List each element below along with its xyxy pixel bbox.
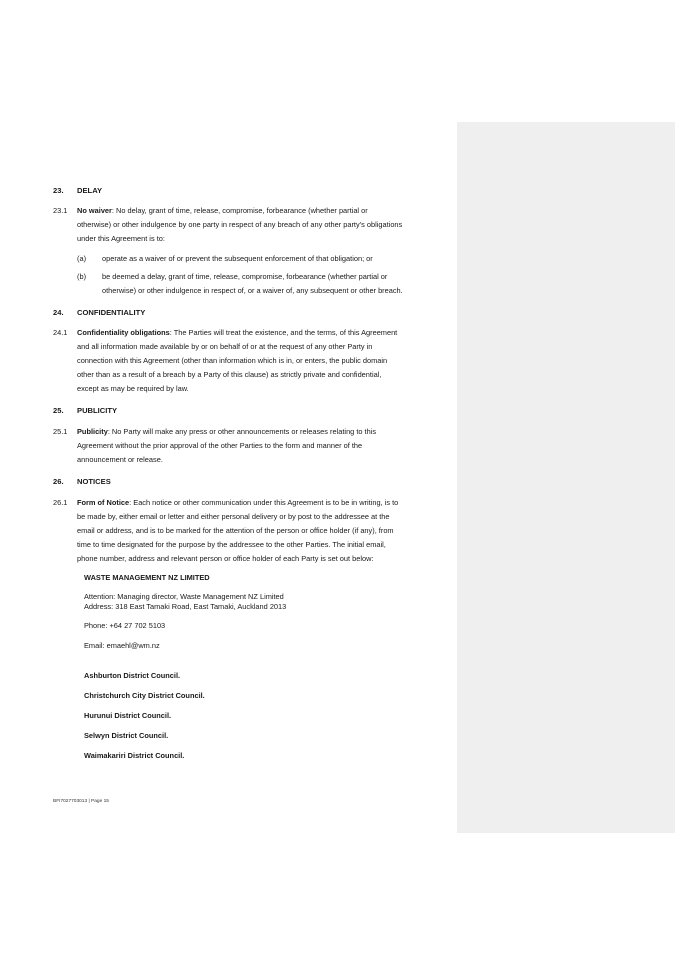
clause-25-1-line-1: Publicity: No Party will make any press or other announcements or releases relating to this [77,427,377,436]
council-name: Selwyn District Council. [84,731,169,740]
page-footer: BFI7027703013 | Page 15 [53,799,109,804]
clause-23-1-line-1: No waiver: No delay, grant of time, release, compromise, forbearance (whether partial or [77,206,368,215]
section-23-heading [53,186,103,195]
section-number: 24. [53,308,64,317]
clause-title: Confidentiality obligations [77,328,170,337]
party-attention: Attention: Managing director, Waste Management NZ Limited [84,592,284,601]
clause-23-1-line-3: under this Agreement is to: [77,234,165,243]
item-label: (b) [77,272,87,281]
section-24-heading [53,308,146,317]
item-b-line-1: be deemed a delay, grant of time, release, compromise, forbearance (whether partial or [102,272,388,281]
council-name: Hurunui District Council. [84,711,172,720]
clause-number: 24.1 [53,328,68,337]
clause-26-1-line-1: Form of Notice: Each notice or other communication under this Agreement is to be in writing, is to [77,498,399,507]
clause-title: No waiver [77,206,112,215]
clause-24-1-line-4: other than as a result of a breach by a Party of this clause) as strictly private and confidential, [77,370,382,379]
party-address: Address: 318 East Tamaki Road, East Tamaki, Auckland 2013 [84,602,287,611]
clause-title: Form of Notice [77,498,130,507]
clause-26-1-line-3: email or address, and is to be marked for the attention of the person or office holder (if any), from [77,526,394,535]
clause-23-1-line-2: otherwise) or other indulgence by one party in respect of any breach of any other party’s obligations [77,220,403,229]
clause-26-1-line-4: time to time designated for the purpose by the addressee to the other Parties. The initial email, [77,540,386,549]
clause-24-1-line-5: except as may be required by law. [77,384,189,393]
clause-25-1-line-3: announcement or release. [77,455,163,464]
clause-24-1-line-1: Confidentiality obligations: The Parties will treat the existence, and the terms, of this Agreement [77,328,398,337]
clause-26-1-line-5: phone number, address and relevant person or office holder of each Party is set out below: [77,554,374,563]
section-title: CONFIDENTIALITY [77,308,146,317]
item-b-line-2: otherwise) or other indulgence in respect of, or a waiver of, any subsequent or other breach. [102,286,403,295]
clause-number: 23.1 [53,206,68,215]
clause-26-1-line-2: be made by, either email or letter and either personal delivery or by post to the addressee at the [77,512,390,521]
section-title: NOTICES [77,477,111,486]
section-number: 25. [53,406,64,415]
item-label: (a) [77,254,87,263]
clause-24-1-line-2: and all information made available by or on behalf of or at the request of any other Party in [77,342,373,351]
section-25-heading [53,406,118,415]
section-number: 23. [53,186,64,195]
clause-number: 25.1 [53,427,68,436]
section-title: PUBLICITY [77,406,118,415]
party-name: WASTE MANAGEMENT NZ LIMITED [84,573,210,582]
section-number: 26. [53,477,64,486]
section-title: DELAY [77,186,103,195]
clause-24-1-line-3: connection with this Agreement (other than information which is in, or enters, the public domain [77,356,388,365]
council-name: Ashburton District Council. [84,671,181,680]
council-name: Waimakariri District Council. [84,751,185,760]
item-a-line-1: operate as a waiver of or prevent the subsequent enforcement of that obligation; or [102,254,373,263]
council-name: Christchurch City District Council. [84,691,205,700]
clause-25-1-line-2: Agreement without the prior approval of the other Parties to the form and manner of the [77,441,363,450]
party-phone: Phone: +64 27 702 5103 [84,621,166,630]
party-email: Email: emaehl@wm.nz [84,641,160,650]
comment-margin-pane [457,122,675,833]
clause-number: 26.1 [53,498,68,507]
section-26-heading [53,477,111,486]
clause-title: Publicity [77,427,108,436]
